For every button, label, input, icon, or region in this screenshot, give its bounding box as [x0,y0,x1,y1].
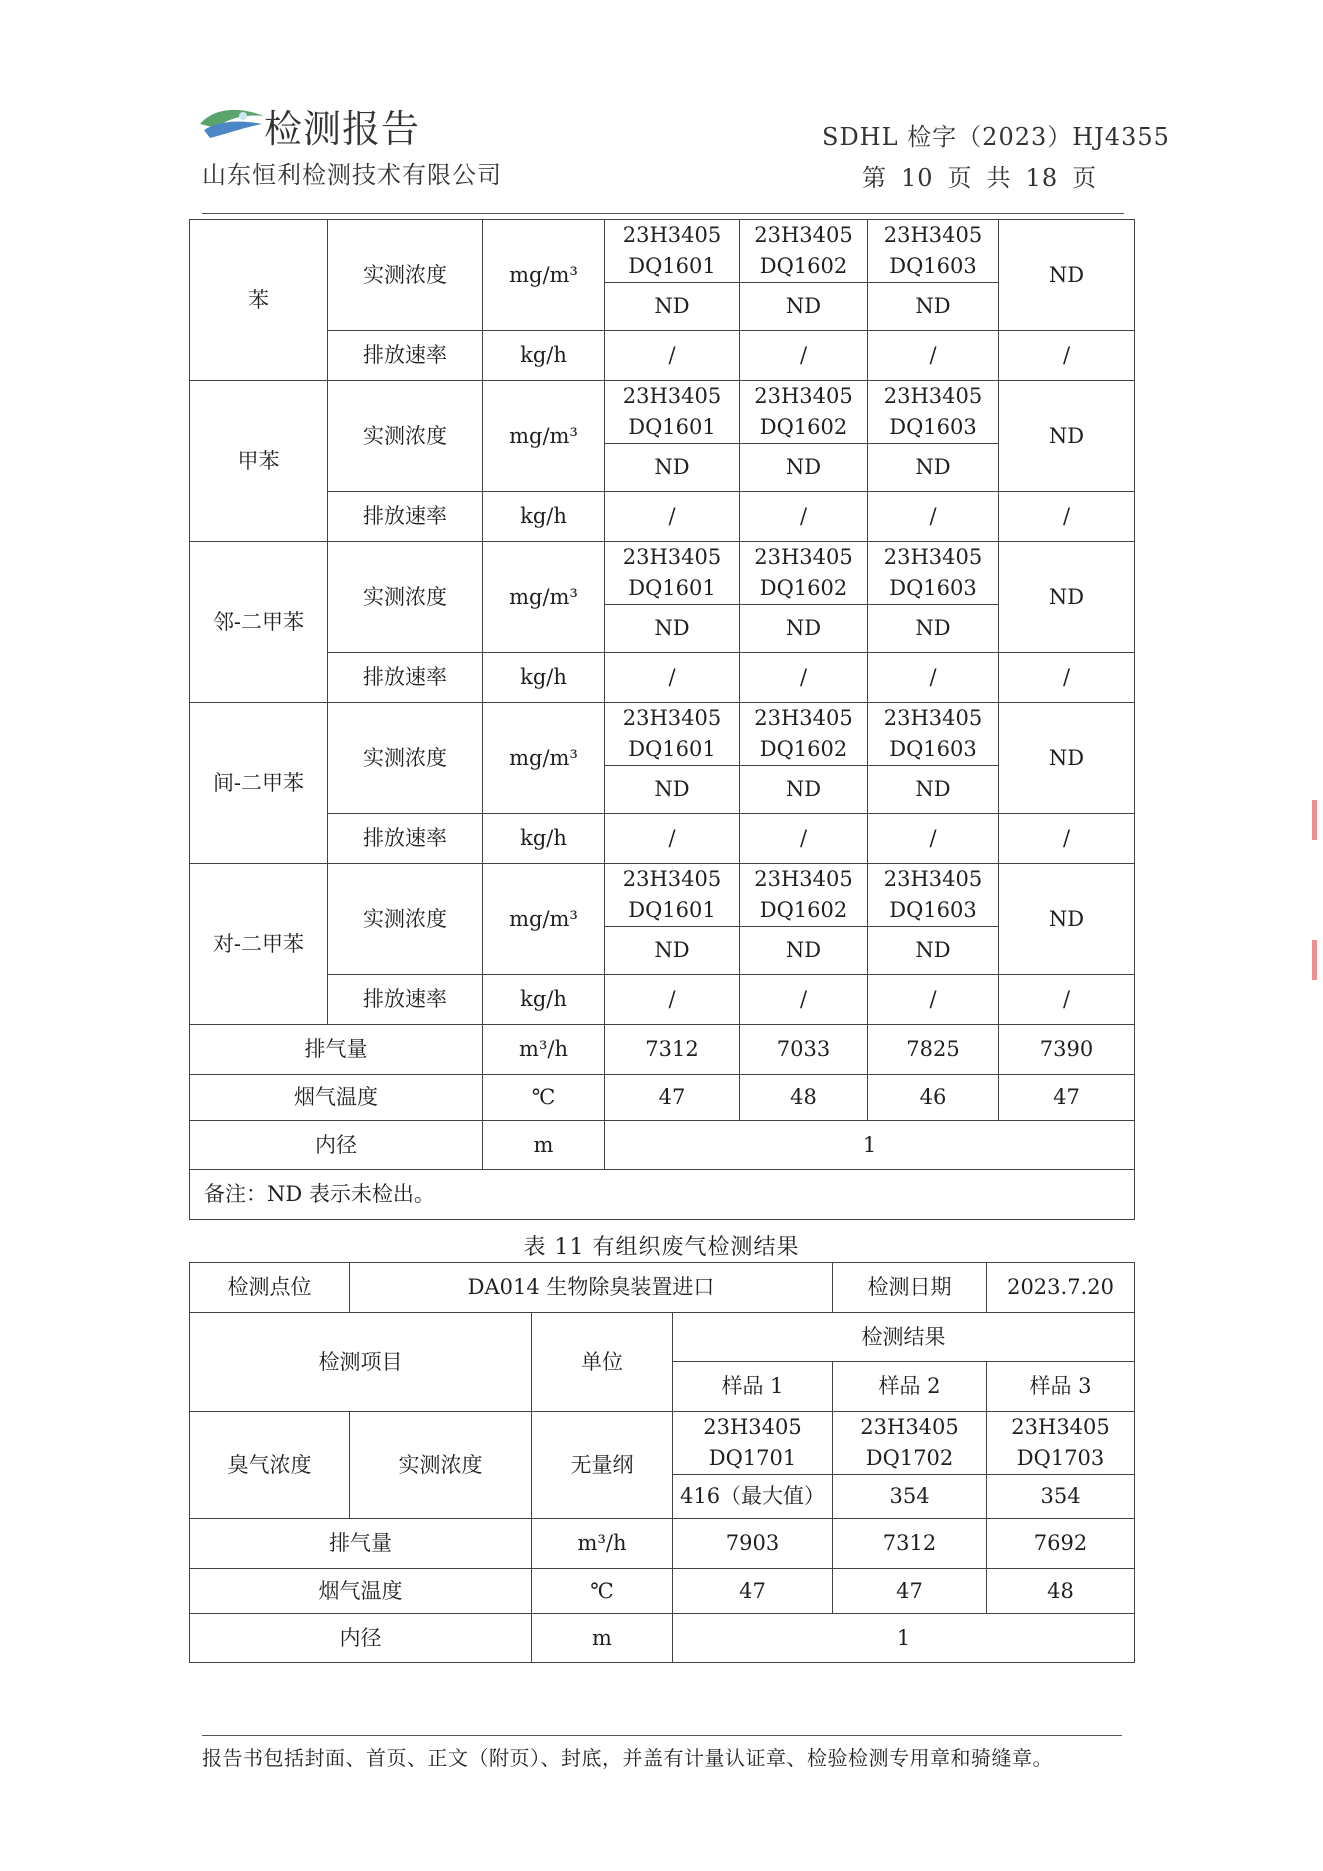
seam-stamp-edge [1312,800,1317,840]
table-11-caption: 表 11 有组织废气检测结果 [523,1235,800,1260]
page-prefix: 第 [862,164,887,192]
exhaust-value-4: 7390 [999,1025,1135,1075]
rate-value-4: / [999,975,1135,1025]
concentration-value-1: ND [605,605,740,653]
table-row [190,1519,1135,1569]
concentration-value-2: ND [740,927,868,975]
sample-id-1: 23H3405 DQ1601 [605,381,740,444]
odor-value-2: 354 [833,1475,987,1519]
company-logo [198,102,266,142]
sample-header-3: 样品 3 [987,1362,1135,1412]
temperature-label: 烟气温度 [190,1569,532,1614]
rate-unit: kg/h [483,331,605,381]
concentration-value-2: ND [740,444,868,492]
temperature-value-1: 47 [605,1075,740,1121]
concentration-label: 实测浓度 [328,703,483,814]
sample-id-2: 23H3405 DQ1602 [740,703,868,766]
rate-value-1: / [605,492,740,542]
rate-value-4: / [999,653,1135,703]
sample-id-3: 23H3405 DQ1603 [868,220,999,283]
report-number: SDHL 检字（2023）HJ4355 [822,123,1170,151]
page-total-label: 共 [986,164,1012,192]
table-row [190,703,1135,766]
table-row [190,331,1135,381]
diameter-label: 内径 [190,1614,532,1663]
rate-value-2: / [740,492,868,542]
concentration-value-3: ND [868,927,999,975]
concentration-result: ND [999,542,1135,653]
sample-id-2: 23H3405 DQ1602 [740,542,868,605]
exhaust-value-1: 7903 [673,1519,833,1569]
sample-id-2: 23H3405 DQ1602 [740,220,868,283]
concentration-value-2: ND [740,766,868,814]
concentration-value-1: ND [605,444,740,492]
concentration-result: ND [999,703,1135,814]
concentration-label: 实测浓度 [328,864,483,975]
odor-sub-label: 实测浓度 [350,1412,532,1519]
temperature-value-3: 46 [868,1075,999,1121]
table-row [190,975,1135,1025]
date-label: 检测日期 [833,1263,987,1313]
exhaust-label: 排气量 [190,1519,532,1569]
unit-header: 单位 [532,1313,673,1412]
rate-value-2: / [740,653,868,703]
concentration-unit: mg/m³ [483,864,605,975]
table-row [190,1569,1135,1614]
odor-value-1: 416（最大值） [673,1475,833,1519]
table-row [190,1075,1135,1121]
table-row [190,1412,1135,1475]
rate-label: 排放速率 [328,492,483,542]
concentration-result: ND [999,864,1135,975]
compound-name: 间-二甲苯 [190,703,328,864]
table-row [190,814,1135,864]
temperature-value-1: 47 [673,1569,833,1614]
odor-sample-id-2: 23H3405 DQ1702 [833,1412,987,1475]
company-name: 山东恒利检测技术有限公司 [202,161,502,189]
concentration-label: 实测浓度 [328,381,483,492]
diameter-value: 1 [673,1614,1135,1663]
concentration-unit: mg/m³ [483,381,605,492]
rate-label: 排放速率 [328,331,483,381]
rate-value-1: / [605,331,740,381]
temperature-value-2: 48 [740,1075,868,1121]
sample-id-2: 23H3405 DQ1602 [740,864,868,927]
rate-value-4: / [999,331,1135,381]
table-row [190,1025,1135,1075]
table-row [190,1121,1135,1170]
concentration-value-3: ND [868,766,999,814]
table-row [190,1614,1135,1663]
rate-value-2: / [740,331,868,381]
concentration-value-1: ND [605,927,740,975]
sample-id-3: 23H3405 DQ1603 [868,381,999,444]
concentration-label: 实测浓度 [328,220,483,331]
exhaust-value-2: 7312 [833,1519,987,1569]
table-10-continued [189,219,1135,1220]
table-11 [189,1262,1135,1663]
odor-value-3: 354 [987,1475,1135,1519]
rate-value-3: / [868,492,999,542]
rate-value-1: / [605,814,740,864]
rate-label: 排放速率 [328,814,483,864]
rate-value-1: / [605,975,740,1025]
table-row [190,653,1135,703]
rate-unit: kg/h [483,814,605,864]
exhaust-value-3: 7825 [868,1025,999,1075]
concentration-value-3: ND [868,444,999,492]
concentration-label: 实测浓度 [328,542,483,653]
diameter-value: 1 [605,1121,1135,1170]
compound-name: 苯 [190,220,328,381]
header-divider [202,213,1124,214]
page-label: 页 [947,164,973,192]
temperature-unit: ℃ [532,1569,673,1614]
table-row [190,1313,1135,1362]
odor-sample-id-3: 23H3405 DQ1703 [987,1412,1135,1475]
page-indicator [862,158,1111,193]
concentration-value-3: ND [868,283,999,331]
date-value: 2023.7.20 [987,1263,1135,1313]
exhaust-value-1: 7312 [605,1025,740,1075]
compound-name: 邻-二甲苯 [190,542,328,703]
seam-stamp-edge [1312,940,1317,980]
concentration-value-3: ND [868,605,999,653]
sample-id-3: 23H3405 DQ1603 [868,542,999,605]
temperature-label: 烟气温度 [190,1075,483,1121]
rate-value-1: / [605,653,740,703]
concentration-value-1: ND [605,283,740,331]
result-header: 检测结果 [673,1313,1135,1362]
odor-name: 臭气浓度 [190,1412,350,1519]
temperature-value-3: 48 [987,1569,1135,1614]
rate-value-3: / [868,814,999,864]
point-value: DA014 生物除臭装置进口 [350,1263,833,1313]
rate-value-3: / [868,653,999,703]
rate-label: 排放速率 [328,653,483,703]
sample-id-2: 23H3405 DQ1602 [740,381,868,444]
odor-sample-id-1: 23H3405 DQ1701 [673,1412,833,1475]
diameter-unit: m [532,1614,673,1663]
rate-value-3: / [868,331,999,381]
diameter-unit: m [483,1121,605,1170]
concentration-unit: mg/m³ [483,220,605,331]
concentration-result: ND [999,220,1135,331]
concentration-result: ND [999,381,1135,492]
page-current: 10 [901,164,934,192]
report-title: 检测报告 [264,107,421,151]
point-label: 检测点位 [190,1263,350,1313]
sample-id-3: 23H3405 DQ1603 [868,703,999,766]
rate-unit: kg/h [483,975,605,1025]
sample-id-1: 23H3405 DQ1601 [605,542,740,605]
rate-unit: kg/h [483,492,605,542]
concentration-unit: mg/m³ [483,703,605,814]
sample-id-1: 23H3405 DQ1601 [605,220,740,283]
rate-label: 排放速率 [328,975,483,1025]
sample-header-1: 样品 1 [673,1362,833,1412]
table-row [190,1170,1135,1220]
compound-name: 对-二甲苯 [190,864,328,1025]
exhaust-value-2: 7033 [740,1025,868,1075]
exhaust-value-3: 7692 [987,1519,1135,1569]
temperature-value-4: 47 [999,1075,1135,1121]
table-row [190,542,1135,605]
rate-value-4: / [999,492,1135,542]
page-total: 18 [1025,164,1059,192]
diameter-label: 内径 [190,1121,483,1170]
sample-id-3: 23H3405 DQ1603 [868,864,999,927]
table-row [190,381,1135,444]
odor-unit: 无量纲 [532,1412,673,1519]
temperature-unit: ℃ [483,1075,605,1121]
page-suffix: 页 [1072,164,1098,192]
concentration-value-2: ND [740,605,868,653]
sample-id-1: 23H3405 DQ1601 [605,864,740,927]
concentration-value-2: ND [740,283,868,331]
exhaust-unit: m³/h [532,1519,673,1569]
table-row [190,864,1135,927]
footer-note: 报告书包括封面、首页、正文（附页）、封底，并盖有计量认证章、检验检测专用章和骑缝章。 [202,1746,1053,1770]
table-row [190,1263,1135,1313]
item-header: 检测项目 [190,1313,532,1412]
compound-name: 甲苯 [190,381,328,542]
sample-header-2: 样品 2 [833,1362,987,1412]
temperature-value-2: 47 [833,1569,987,1614]
footer-divider [202,1735,1122,1736]
rate-value-4: / [999,814,1135,864]
sample-id-1: 23H3405 DQ1601 [605,703,740,766]
rate-unit: kg/h [483,653,605,703]
concentration-unit: mg/m³ [483,542,605,653]
exhaust-unit: m³/h [483,1025,605,1075]
rate-value-2: / [740,814,868,864]
table-row [190,492,1135,542]
concentration-value-1: ND [605,766,740,814]
table-row [190,220,1135,283]
rate-value-2: / [740,975,868,1025]
rate-value-3: / [868,975,999,1025]
table-note: 备注：ND 表示未检出。 [190,1170,1135,1220]
exhaust-label: 排气量 [190,1025,483,1075]
